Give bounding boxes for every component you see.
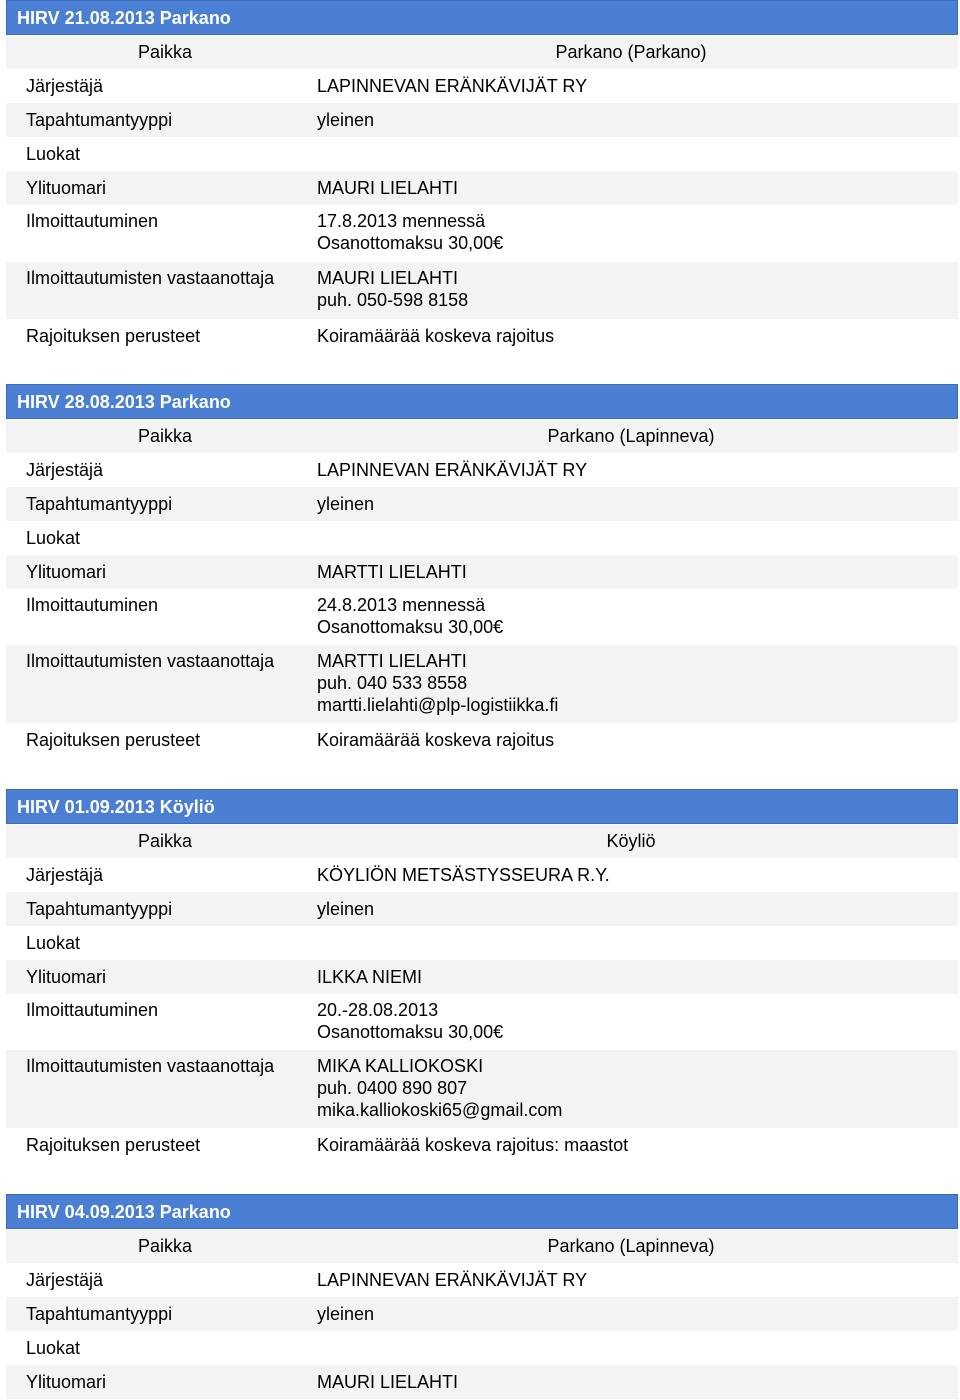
label-vastaanottaja: Ilmoittautumisten vastaanottaja bbox=[26, 1056, 275, 1076]
row-ylituomari bbox=[6, 171, 958, 205]
row-jarjestaja bbox=[6, 453, 958, 487]
vastaanottaja-email: martti.lielahti@plp-logistiikka.fi bbox=[317, 695, 559, 715]
row-paikka bbox=[6, 420, 958, 453]
label-jarjestaja: Järjestäjä bbox=[26, 1269, 104, 1290]
vastaanottaja-email: mika.kalliokoski65@gmail.com bbox=[317, 1100, 563, 1120]
label-tyyppi: Tapahtumantyyppi bbox=[26, 1303, 173, 1324]
row-tyyppi bbox=[6, 1297, 958, 1331]
row-luokat bbox=[6, 521, 958, 555]
label-luokat: Luokat bbox=[26, 143, 81, 164]
row-tyyppi bbox=[6, 103, 958, 137]
row-paikka bbox=[6, 36, 958, 69]
value-jarjestaja: KÖYLIÖN METSÄSTYSSEURA R.Y. bbox=[317, 864, 610, 885]
value-paikka: Parkano (Lapinneva) bbox=[547, 1236, 715, 1256]
row-vastaanottaja bbox=[6, 645, 958, 723]
vastaanottaja-name: MARTTI LIELAHTI bbox=[317, 651, 467, 671]
label-ilmoittautuminen: Ilmoittautuminen bbox=[26, 211, 159, 231]
vastaanottaja-name: MAURI LIELAHTI bbox=[317, 268, 459, 288]
label-paikka: Paikka bbox=[137, 42, 193, 62]
ilmoittautuminen-dates: 20.-28.08.2013 bbox=[317, 1000, 439, 1020]
row-luokat bbox=[6, 137, 958, 171]
ilmoittautuminen-deadline: 17.8.2013 mennessä bbox=[317, 211, 486, 231]
vastaanottaja-phone: puh. 0400 890 807 bbox=[317, 1078, 468, 1098]
row-jarjestaja bbox=[6, 1263, 958, 1297]
value-paikka: Köyliö bbox=[606, 831, 656, 851]
row-luokat bbox=[6, 1331, 958, 1365]
label-ilmoittautuminen: Ilmoittautuminen bbox=[26, 1000, 159, 1020]
value-tyyppi: yleinen bbox=[317, 898, 375, 919]
vastaanottaja-name: MIKA KALLIOKOSKI bbox=[317, 1056, 484, 1076]
label-tyyppi: Tapahtumantyyppi bbox=[26, 109, 173, 130]
row-rajoitus bbox=[6, 723, 958, 757]
event-block bbox=[6, 384, 958, 757]
label-tyyppi: Tapahtumantyyppi bbox=[26, 898, 173, 919]
label-paikka: Paikka bbox=[137, 831, 193, 851]
row-ylituomari bbox=[6, 1365, 958, 1399]
label-paikka: Paikka bbox=[137, 426, 193, 446]
ilmoittautuminen-fee: Osanottomaksu 30,00€ bbox=[317, 1022, 504, 1042]
ilmoittautuminen-fee: Osanottomaksu 30,00€ bbox=[317, 233, 504, 253]
row-rajoitus bbox=[6, 319, 958, 353]
label-luokat: Luokat bbox=[26, 1337, 81, 1358]
label-jarjestaja: Järjestäjä bbox=[26, 459, 104, 480]
value-ylituomari: MAURI LIELAHTI bbox=[317, 1371, 459, 1392]
event-title: HIRV 21.08.2013 Parkano bbox=[6, 0, 958, 35]
ilmoittautuminen-deadline: 24.8.2013 mennessä bbox=[317, 595, 486, 615]
row-ilmoittautuminen bbox=[6, 205, 958, 262]
row-ilmoittautuminen bbox=[6, 589, 958, 645]
label-ylituomari: Ylituomari bbox=[26, 1371, 107, 1392]
row-paikka bbox=[6, 825, 958, 858]
value-ylituomari: MAURI LIELAHTI bbox=[317, 177, 459, 198]
value-tyyppi: yleinen bbox=[317, 1303, 375, 1324]
value-paikka: Parkano (Lapinneva) bbox=[547, 426, 715, 446]
row-jarjestaja bbox=[6, 69, 958, 103]
event-block bbox=[6, 1194, 958, 1399]
value-paikka: Parkano (Parkano) bbox=[555, 42, 707, 62]
value-jarjestaja: LAPINNEVAN ERÄNKÄVIJÄT RY bbox=[317, 1269, 588, 1290]
value-rajoitus: Koiramäärää koskeva rajoitus: maastot bbox=[317, 1134, 629, 1155]
value-jarjestaja: LAPINNEVAN ERÄNKÄVIJÄT RY bbox=[317, 75, 588, 96]
ilmoittautuminen-fee: Osanottomaksu 30,00€ bbox=[317, 617, 504, 637]
vastaanottaja-phone: puh. 050-598 8158 bbox=[317, 290, 469, 310]
value-ylituomari: ILKKA NIEMI bbox=[317, 966, 423, 987]
value-rajoitus: Koiramäärää koskeva rajoitus bbox=[317, 729, 555, 750]
value-ylituomari: MARTTI LIELAHTI bbox=[317, 561, 467, 582]
label-rajoitus: Rajoituksen perusteet bbox=[26, 729, 201, 750]
event-title: HIRV 01.09.2013 Köyliö bbox=[6, 789, 958, 824]
value-rajoitus: Koiramäärää koskeva rajoitus bbox=[317, 325, 555, 346]
row-vastaanottaja bbox=[6, 1050, 958, 1128]
row-paikka bbox=[6, 1230, 958, 1263]
label-vastaanottaja: Ilmoittautumisten vastaanottaja bbox=[26, 268, 275, 288]
event-block bbox=[6, 0, 958, 353]
row-luokat bbox=[6, 926, 958, 960]
value-tyyppi: yleinen bbox=[317, 493, 375, 514]
row-ilmoittautuminen bbox=[6, 994, 958, 1050]
row-tyyppi bbox=[6, 487, 958, 521]
row-jarjestaja bbox=[6, 858, 958, 892]
label-ylituomari: Ylituomari bbox=[26, 561, 107, 582]
label-luokat: Luokat bbox=[26, 527, 81, 548]
value-tyyppi: yleinen bbox=[317, 109, 375, 130]
label-paikka: Paikka bbox=[137, 1236, 193, 1256]
event-block bbox=[6, 789, 958, 1162]
row-rajoitus bbox=[6, 1128, 958, 1162]
label-ylituomari: Ylituomari bbox=[26, 177, 107, 198]
value-jarjestaja: LAPINNEVAN ERÄNKÄVIJÄT RY bbox=[317, 459, 588, 480]
label-jarjestaja: Järjestäjä bbox=[26, 864, 104, 885]
label-ilmoittautuminen: Ilmoittautuminen bbox=[26, 595, 159, 615]
vastaanottaja-phone: puh. 040 533 8558 bbox=[317, 673, 468, 693]
event-title: HIRV 04.09.2013 Parkano bbox=[6, 1194, 958, 1229]
label-vastaanottaja: Ilmoittautumisten vastaanottaja bbox=[26, 651, 275, 671]
row-ylituomari bbox=[6, 960, 958, 994]
row-tyyppi bbox=[6, 892, 958, 926]
label-ylituomari: Ylituomari bbox=[26, 966, 107, 987]
label-rajoitus: Rajoituksen perusteet bbox=[26, 1134, 201, 1155]
label-jarjestaja: Järjestäjä bbox=[26, 75, 104, 96]
row-ylituomari bbox=[6, 555, 958, 589]
label-tyyppi: Tapahtumantyyppi bbox=[26, 493, 173, 514]
event-title: HIRV 28.08.2013 Parkano bbox=[6, 384, 958, 419]
label-luokat: Luokat bbox=[26, 932, 81, 953]
row-vastaanottaja bbox=[6, 262, 958, 319]
label-rajoitus: Rajoituksen perusteet bbox=[26, 325, 201, 346]
